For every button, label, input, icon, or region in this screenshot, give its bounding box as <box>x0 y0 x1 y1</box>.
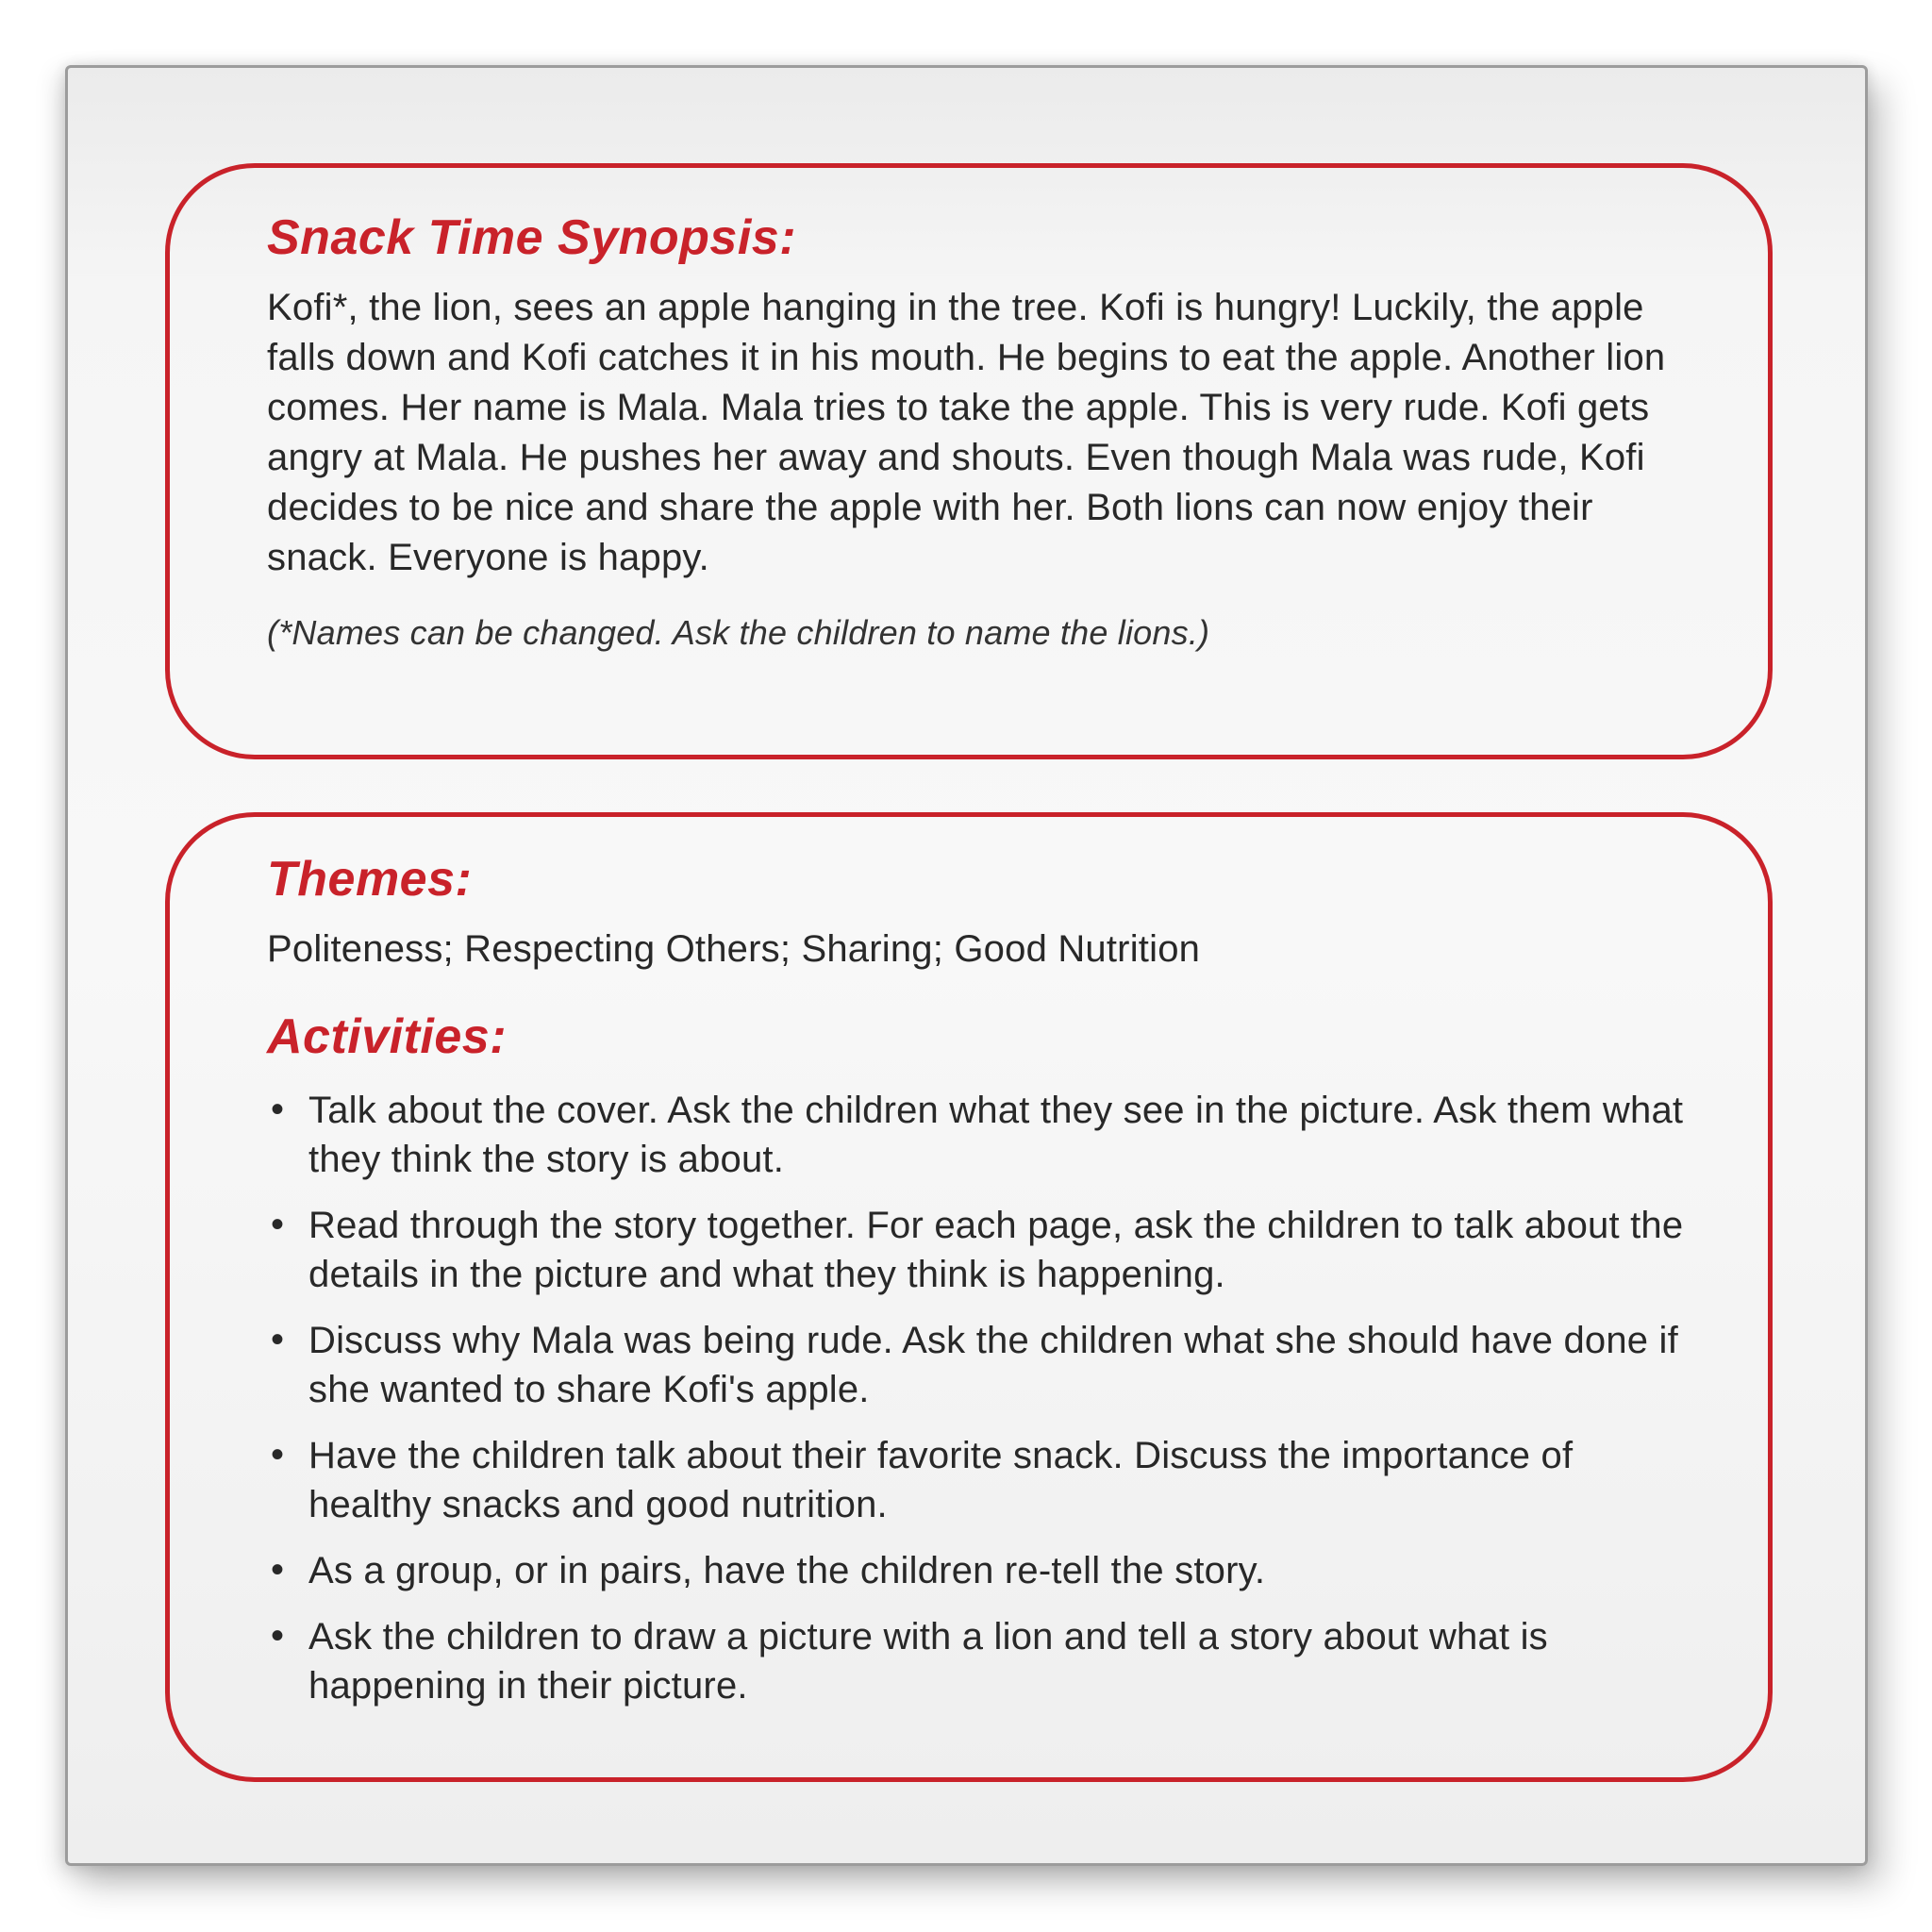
activity-item: • Ask the children to draw a picture with a lion and tell a story about what is happening in their picture. <box>267 1612 1687 1710</box>
names-note: (*Names can be changed. Ask the children to name the lions.) <box>267 613 1210 652</box>
activity-item: • Have the children talk about their favorite snack. Discuss the importance of healthy snacks and good nutrition. <box>267 1431 1687 1529</box>
activity-item: • Discuss why Mala was being rude. Ask the children what she should have done if she wanted to share Kofi's apple. <box>267 1316 1687 1414</box>
activities-heading: Activities: <box>267 1009 508 1064</box>
synopsis-box <box>165 163 1773 759</box>
synopsis-paragraph: Kofi*, the lion, sees an apple hanging in the tree. Kofi is hungry! Luckily, the apple falls down and Kofi catches it in his mouth. He begins to eat the apple. Another lion comes. Her name is Mala. Mala tries to take the apple. This is very rude. Kofi gets angry at Mala. He pushes her away and shouts. Even though Mala was rude, Kofi decides to be nice and share the apple with her. Both lions can now enjoy their snack. Everyone is happy. <box>267 287 1666 578</box>
themes-activities-box <box>165 812 1773 1782</box>
activity-item: • As a group, or in pairs, have the children re-tell the story. <box>267 1546 1687 1595</box>
activities-list <box>267 1086 1687 1710</box>
themes-heading: Themes: <box>267 852 473 907</box>
synopsis-heading: Snack Time Synopsis: <box>267 210 797 265</box>
activity-item: • Talk about the cover. Ask the children what they see in the picture. Ask them what they think the story is about. <box>267 1086 1687 1184</box>
document-page <box>65 65 1868 1866</box>
themes-list: Politeness; Respecting Others; Sharing; Good Nutrition <box>267 928 1201 970</box>
activity-item: • Read through the story together. For each page, ask the children to talk about the details in the picture and what they think is happening. <box>267 1201 1687 1299</box>
